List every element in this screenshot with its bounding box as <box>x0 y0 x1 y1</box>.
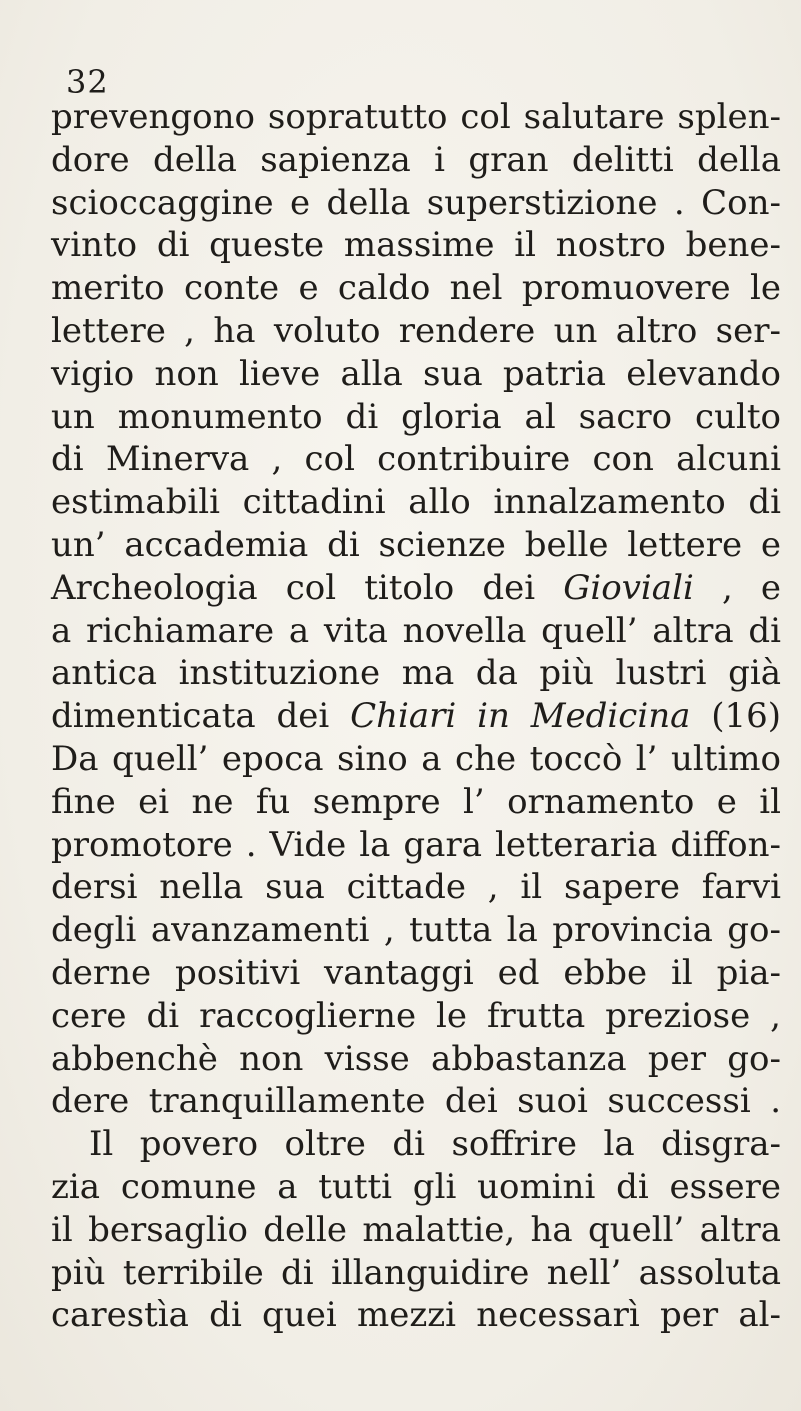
text-line: promotore . Vide la gara letteraria diffon- <box>51 824 781 865</box>
text-line: cere di raccoglierne le frutta preziose , <box>51 995 781 1036</box>
text-line: merito conte e caldo nel promuovere le <box>51 268 781 309</box>
text-line: abbenchè non visse abbastanza per go- <box>51 1038 781 1079</box>
body-text <box>51 96 781 1337</box>
text-segment: dimenticata dei <box>51 696 330 737</box>
text-line: degli avanzamenti , tutta la provincia go- <box>51 910 781 951</box>
text-line: lettere , ha voluto rendere un altro ser- <box>51 310 781 351</box>
text-line: il bersaglio delle malattie, ha quell’ altra <box>51 1209 781 1250</box>
text-line: scioccaggine e della superstizione . Con- <box>51 182 781 223</box>
text-line: Da quell’ epoca sino a che toccò l’ ultimo <box>51 738 781 779</box>
text-line-paragraph-start: Il povero oltre di soffrire la disgra- <box>89 1124 781 1165</box>
text-segment: , e <box>721 567 781 608</box>
text-line: un’ accademia di scienze belle lettere e <box>51 524 781 565</box>
text-line-with-italic <box>51 695 781 738</box>
text-line: più terribile di illanguidire nell’ assoluta <box>51 1252 781 1293</box>
text-line: a richiamare a vita novella quell’ altra di <box>51 610 781 651</box>
italic-title-chiari: Chiari in Medicina <box>350 696 691 737</box>
text-segment: Archeologia col titolo dei <box>51 567 536 608</box>
text-line: vinto di queste massime il nostro bene- <box>51 225 781 266</box>
text-line: antica instituzione ma da più lustri già <box>51 653 781 694</box>
footnote-ref: (16) <box>711 696 781 737</box>
text-line: zia comune a tutti gli uomini di essere <box>51 1166 781 1207</box>
text-line: dere tranquillamente dei suoi successi . <box>51 1081 781 1122</box>
text-line: carestìa di quei mezzi necessarì per al- <box>51 1295 781 1336</box>
page-number: 32 <box>66 63 109 101</box>
text-line: derne positivi vantaggi ed ebbe il pia- <box>51 952 781 993</box>
text-line: dore della sapienza i gran delitti della <box>51 139 781 180</box>
text-line: fine ei ne fu sempre l’ ornamento e il <box>51 781 781 822</box>
text-line: prevengono sopratutto col salutare splen- <box>51 97 781 137</box>
text-line: di Minerva , col contribuire con alcuni <box>51 439 781 480</box>
text-line: dersi nella sua cittade , il sapere farvi <box>51 867 781 908</box>
text-line: vigio non lieve alla sua patria elevando <box>51 353 781 394</box>
text-line: un monumento di gloria al sacro culto <box>51 396 781 437</box>
text-line-with-italic <box>51 567 781 610</box>
italic-title-gioviali: Gioviali <box>563 567 694 608</box>
text-line: estimabili cittadini allo innalzamento di <box>51 482 781 523</box>
